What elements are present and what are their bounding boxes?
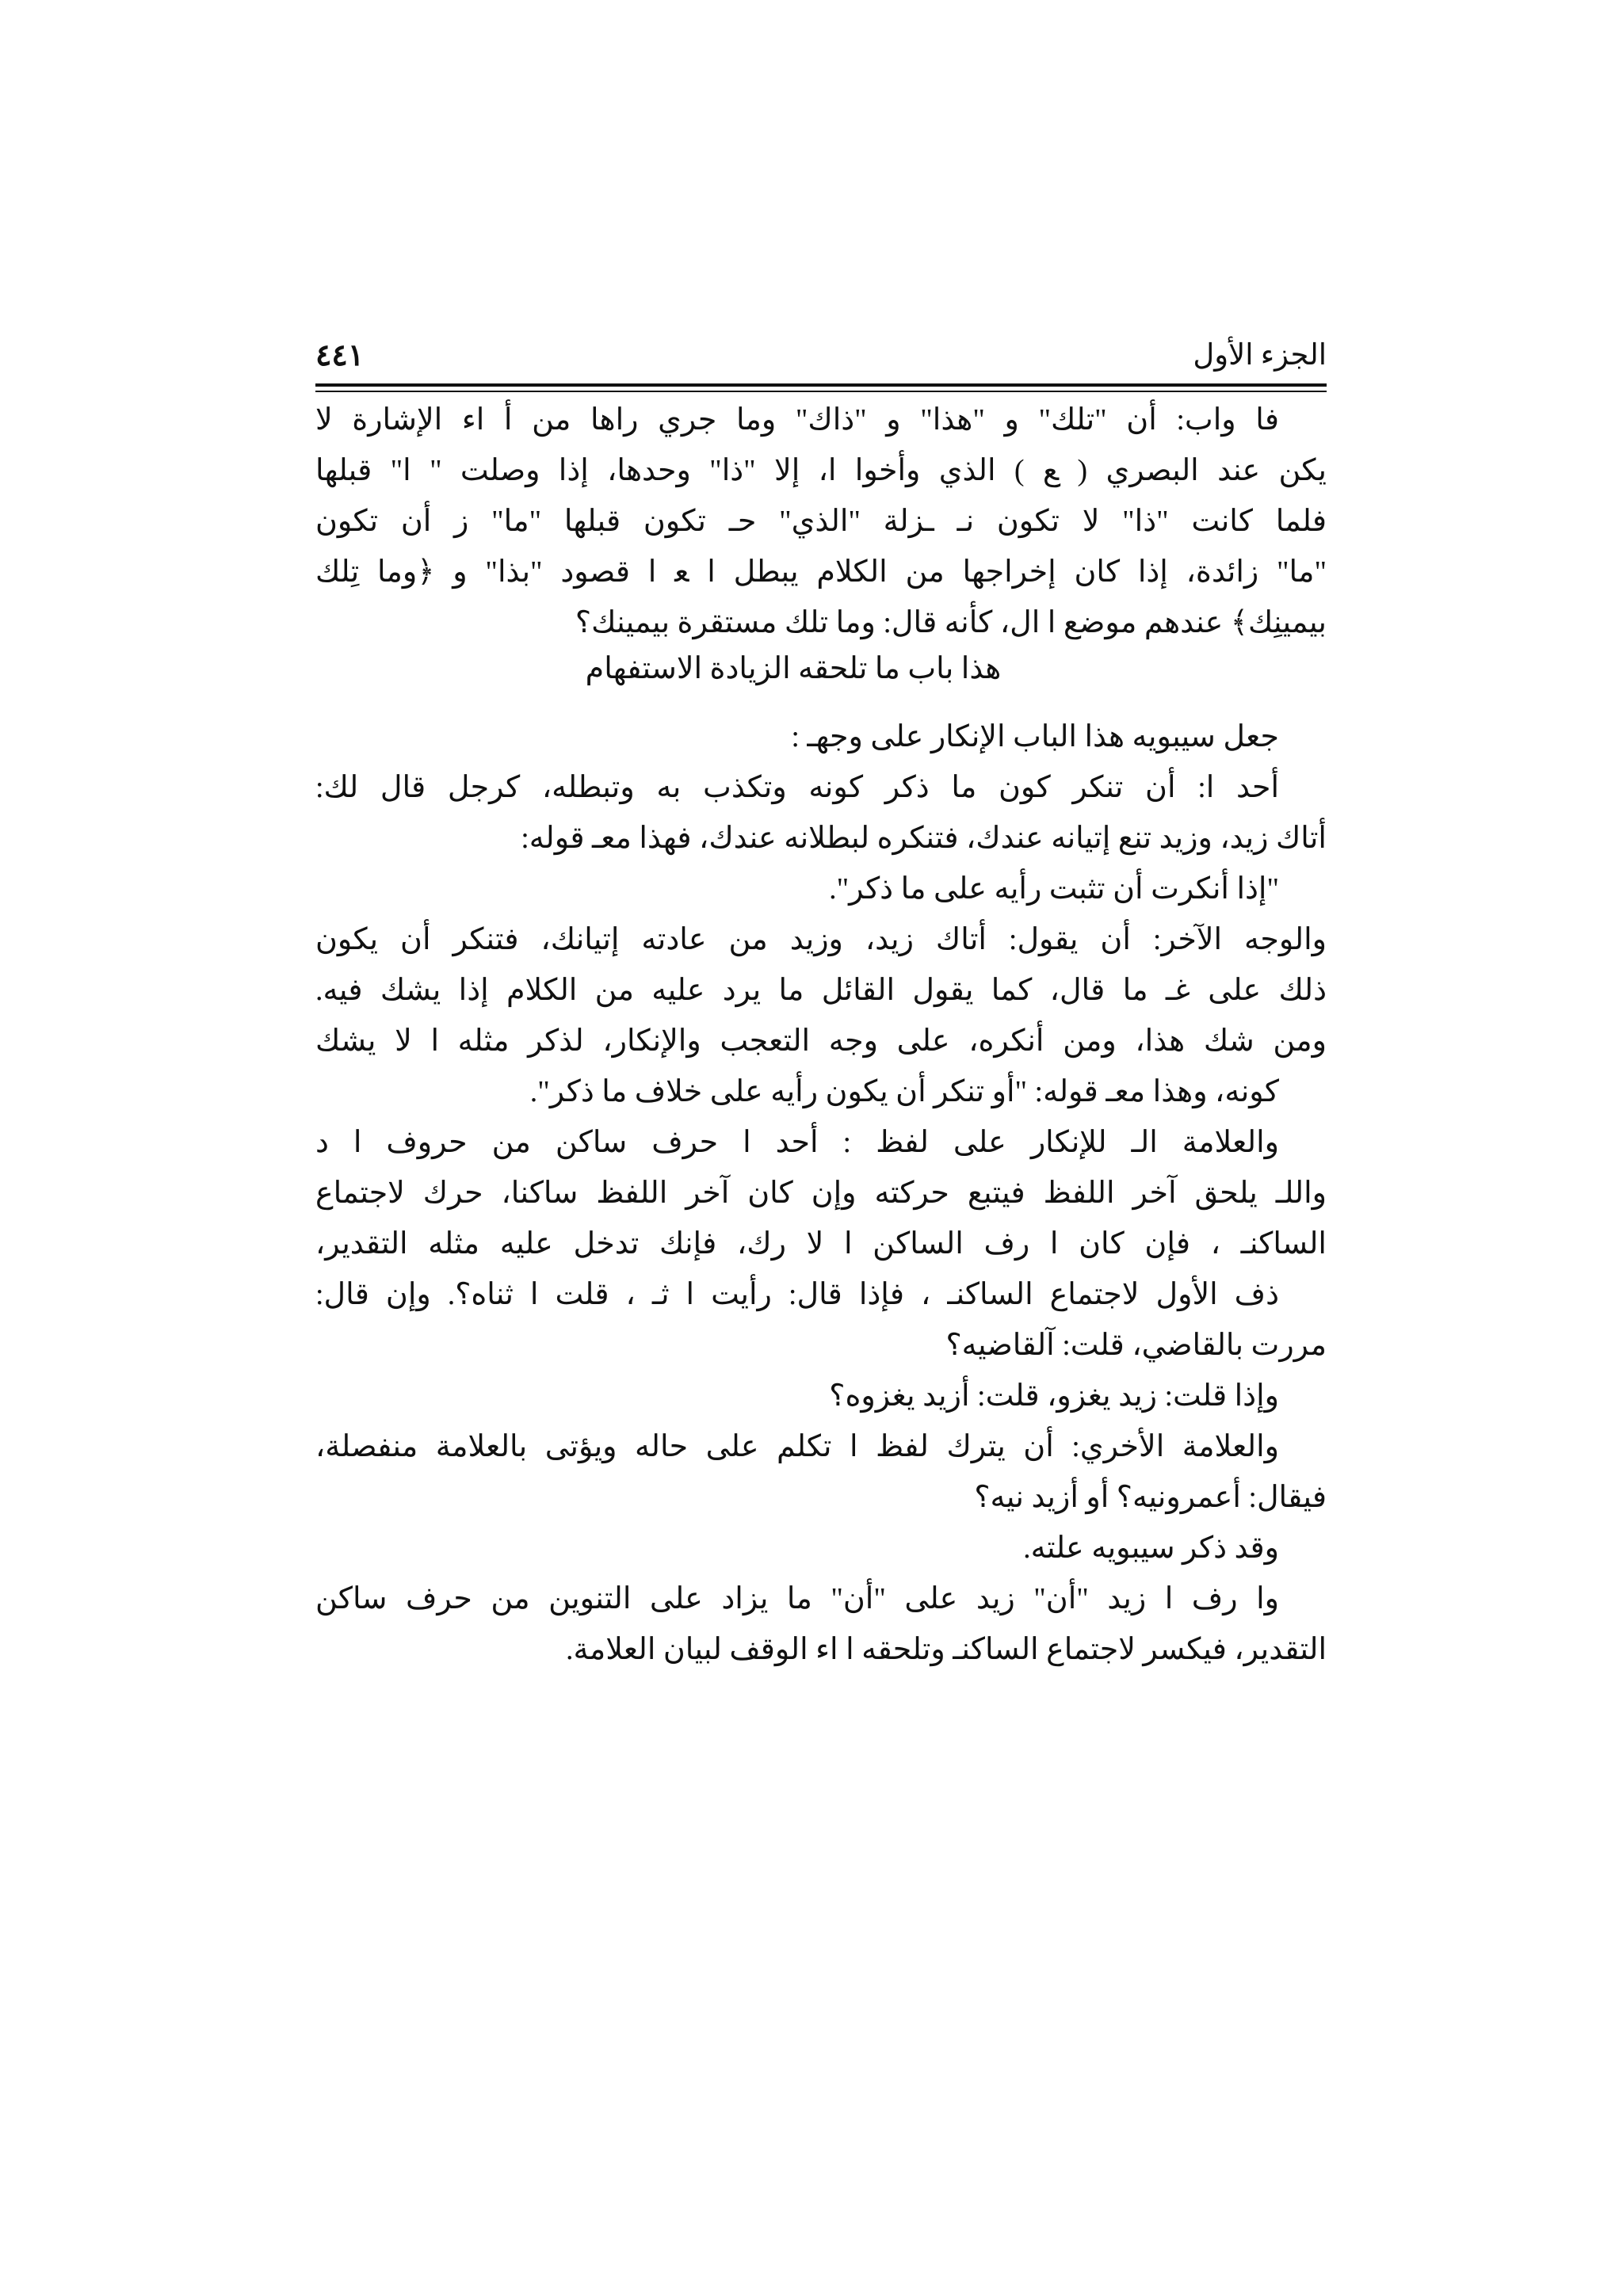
section-heading: هذا باب ما تلحقه الزيادة الاستفهام — [585, 652, 1002, 685]
page-header — [315, 325, 1327, 387]
text-line: والعلامة الـ للإنكار على لفظ : أحد ا حرف ساكن من حروف ا د — [315, 1126, 1279, 1159]
text-line: أحد ا: أن تنكر كون ما ذكر كونه وتكذب به وتبطله، كرجل قال لك: — [315, 771, 1279, 804]
text-line: وا رف ا زيد "أن" زيد على "أن" ما يزاد على التنوين من حرف ساكن — [315, 1582, 1279, 1615]
text-line: مررت بالقاضي، قلت: آلقاضيه؟ — [945, 1329, 1327, 1362]
text-line: واللـ يلحق آخر اللفظ فيتبع حركته وإن كان آخر اللفظ ساكنا، حرك لاجتماع — [315, 1177, 1327, 1210]
running-title: الجزء الأول — [1193, 339, 1327, 372]
header-rule-thin — [315, 391, 1327, 392]
text-line: ذف الأول لاجتماع الساكنـ ، فإذا قال: رأيت ا ثـ ، قلت ا ثناه؟. وإن قال: — [315, 1278, 1279, 1311]
text-line: بيمينِك﴾ عندهم موضع ا ال، كأنه قال: وما تلك مستقرة بيمينك؟ — [575, 606, 1327, 639]
text-line: ومن شك هذا، ومن أنكره، على وجه التعجب والإنكار، لذكر مثله ا لا يشك — [315, 1024, 1327, 1058]
text-line: والوجه الآخر: أن يقول: أتاك زيد، وزيد من عادته إتيانك، فتنكر أن يكون — [315, 923, 1327, 956]
text-line: كونه، وهذا معـ قوله: "أو تنكر أن يكون رأيه على خلاف ما ذكر". — [529, 1075, 1279, 1108]
text-line: والعلامة الأخري: أن يترك لفظ ا تكلم على حاله ويؤتى بالعلامة منفصلة، — [315, 1430, 1279, 1463]
header-rule-thick — [315, 383, 1327, 387]
text-line: التقدير، فيكسر لاجتماع الساكنـ وتلحقه ا اء الوقف لبيان العلامة. — [566, 1633, 1327, 1666]
text-line: "ما" زائدة، إذا كان إخراجها من الكلام يبطل ا ﻌ ا قصود "بذا" و ﴿وما تِلك — [315, 555, 1327, 589]
text-line: وإذا قلت: زيد يغزو، قلت: أزيد يغزوه؟ — [829, 1379, 1279, 1413]
text-line: جعل سيبويه هذا الباب الإنكار على وجهـ : — [791, 720, 1279, 753]
text-line: فا واب: أن "تلك" و "هذا" و "ذاك" وما جري راها من أ اء الإشارة لا — [315, 403, 1279, 437]
text-line: فيقال: أعمرونيه؟ أو أزيد نيه؟ — [974, 1481, 1327, 1514]
page-number: ٤٤١ — [315, 339, 365, 372]
text-line: ذلك على غـ ما قال، كما يقول القائل ما يرد عليه من الكلام إذا يشك فيه. — [315, 974, 1327, 1007]
text-line: "إذا أنكرت أن تثبت رأيه على ما ذكر". — [829, 872, 1279, 906]
text-line: فلما كانت "ذا" لا تكون نـ ـزلة "الذي" حـ تكون قبلها "ما" ز أن تكون — [315, 505, 1327, 538]
text-line: وقد ذكر سيبويه علته. — [1023, 1531, 1279, 1565]
text-line: أتاك زيد، وزيد تنع إتيانه عندك، فتنكره لبطلانه عندك، فهذا معـ قوله: — [521, 822, 1327, 855]
text-line: الساكنـ ، فإن كان ا رف الساكن ا لا رك، فإنك تدخل عليه مثله التقدير، — [315, 1227, 1327, 1261]
text-line: يكن عند البصري ( ﻊ ) الذي وأخوا ا، إلا "ذا" وحدها، إذا وصلت " ا" قبلها — [315, 454, 1327, 487]
